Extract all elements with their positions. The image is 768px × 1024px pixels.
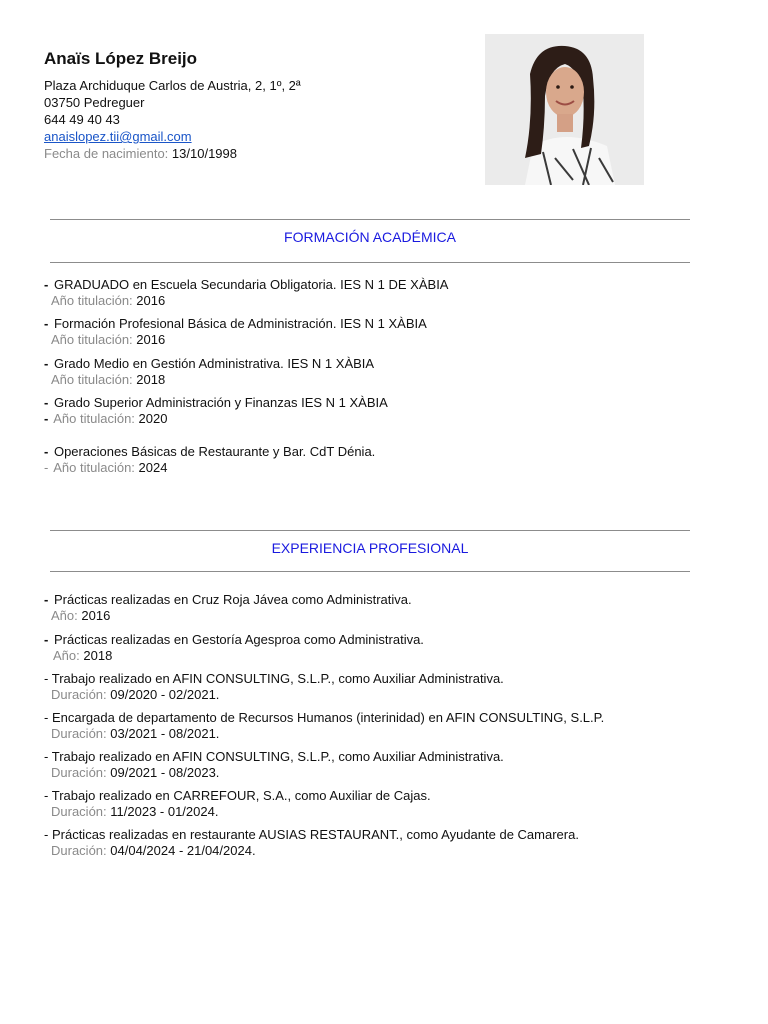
experience-text: Prácticas realizadas en Gestoría Agesproa como Administrativa. — [53, 632, 424, 647]
section-divider — [50, 219, 690, 220]
experience-text: Trabajo realizado en AFIN CONSULTING, S.L.P., como Auxiliar Administrativa. — [51, 671, 504, 686]
duration-label: Duración: — [51, 843, 107, 858]
experience-text: Prácticas realizadas en Cruz Roja Jávea como Administrativa. — [53, 592, 412, 607]
bullet: - — [44, 444, 49, 459]
experience-item — [44, 592, 412, 624]
education-text: Grado Medio en Gestión Administrativa. IES N 1 XÀBIA — [53, 356, 375, 371]
education-item — [44, 316, 427, 348]
bullet: - — [44, 671, 49, 686]
bullet: - — [44, 460, 49, 475]
year-value: 2018 — [83, 648, 113, 663]
experience-item — [44, 671, 504, 703]
year-value: 2016 — [136, 293, 166, 308]
education-item — [44, 395, 388, 427]
year-label: Año titulación: — [51, 293, 133, 308]
birth-date — [44, 145, 301, 162]
year-value: 2024 — [138, 460, 168, 475]
bullet: - — [44, 277, 49, 292]
education-text: Operaciones Básicas de Restaurante y Bar. CdT Dénia. — [53, 444, 376, 459]
education-text: Grado Superior Administración y Finanzas IES N 1 XÀBIA — [53, 395, 388, 410]
city: 03750 Pedreguer — [44, 95, 145, 110]
birth-value: 13/10/1998 — [171, 146, 237, 161]
bullet: - — [44, 592, 49, 607]
education-item — [44, 444, 375, 476]
year-label: Año titulación: — [53, 411, 135, 426]
phone: 644 49 40 43 — [44, 112, 120, 127]
bullet: - — [44, 632, 49, 647]
year-value: 2020 — [138, 411, 168, 426]
experience-text: Prácticas realizadas en restaurante AUSIAS RESTAURANT., como Ayudante de Camarera. — [51, 827, 579, 842]
bullet: - — [44, 316, 49, 331]
duration-value: 04/04/2024 - 21/04/2024. — [110, 843, 256, 858]
bullet: - — [44, 356, 49, 371]
duration-label: Duración: — [51, 726, 107, 741]
profile-photo — [485, 34, 644, 185]
duration-value: 09/2020 - 02/2021. — [110, 687, 220, 702]
experience-item — [44, 827, 579, 859]
experience-text: Trabajo realizado en AFIN CONSULTING, S.L.P., como Auxiliar Administrativa. — [51, 749, 504, 764]
year-value: 2016 — [136, 332, 166, 347]
email-link[interactable]: anaislopez.tii@gmail.com — [44, 129, 192, 144]
year-value: 2018 — [136, 372, 166, 387]
experience-text: Trabajo realizado en CARREFOUR, S.A., como Auxiliar de Cajas. — [51, 788, 431, 803]
section-divider — [50, 530, 690, 531]
duration-label: Duración: — [51, 765, 107, 780]
duration-value: 11/2023 - 01/2024. — [110, 804, 219, 819]
year-label: Año: — [53, 648, 80, 663]
bullet: - — [44, 710, 49, 725]
contact-block — [44, 77, 301, 162]
year-label: Año titulación: — [51, 372, 133, 387]
section-divider — [50, 571, 690, 572]
year-label: Año titulación: — [53, 460, 135, 475]
experience-item — [44, 632, 424, 664]
candidate-name: Anaïs López Breijo — [44, 49, 198, 68]
experience-text: Encargada de departamento de Recursos Humanos (interinidad) en AFIN CONSULTING, S.L.P. — [51, 710, 605, 725]
address: Plaza Archiduque Carlos de Austria, 2, 1º, 2ª — [44, 78, 301, 93]
education-text: Formación Profesional Básica de Administración. IES N 1 XÀBIA — [53, 316, 427, 331]
experience-item — [44, 749, 504, 781]
bullet: - — [44, 788, 49, 803]
experience-item — [44, 788, 431, 820]
duration-label: Duración: — [51, 687, 107, 702]
education-item — [44, 277, 448, 309]
experience-title: EXPERIENCIA PROFESIONAL — [271, 540, 469, 556]
year-label: Año: — [51, 608, 78, 623]
duration-value: 03/2021 - 08/2021. — [110, 726, 220, 741]
section-divider — [50, 262, 690, 263]
bullet: - — [44, 749, 49, 764]
birth-label: Fecha de nacimiento: — [44, 146, 169, 161]
bullet: - — [44, 827, 49, 842]
duration-label: Duración: — [51, 804, 107, 819]
education-item — [44, 356, 374, 388]
education-title: FORMACIÓN ACADÉMICA — [284, 229, 456, 245]
year-value: 2016 — [81, 608, 111, 623]
bullet: - — [44, 395, 49, 410]
year-label: Año titulación: — [51, 332, 133, 347]
experience-item — [44, 710, 604, 742]
duration-value: 09/2021 - 08/2023. — [110, 765, 220, 780]
education-text: GRADUADO en Escuela Secundaria Obligatoria. IES N 1 DE XÀBIA — [53, 277, 449, 292]
bullet: - — [44, 411, 49, 426]
